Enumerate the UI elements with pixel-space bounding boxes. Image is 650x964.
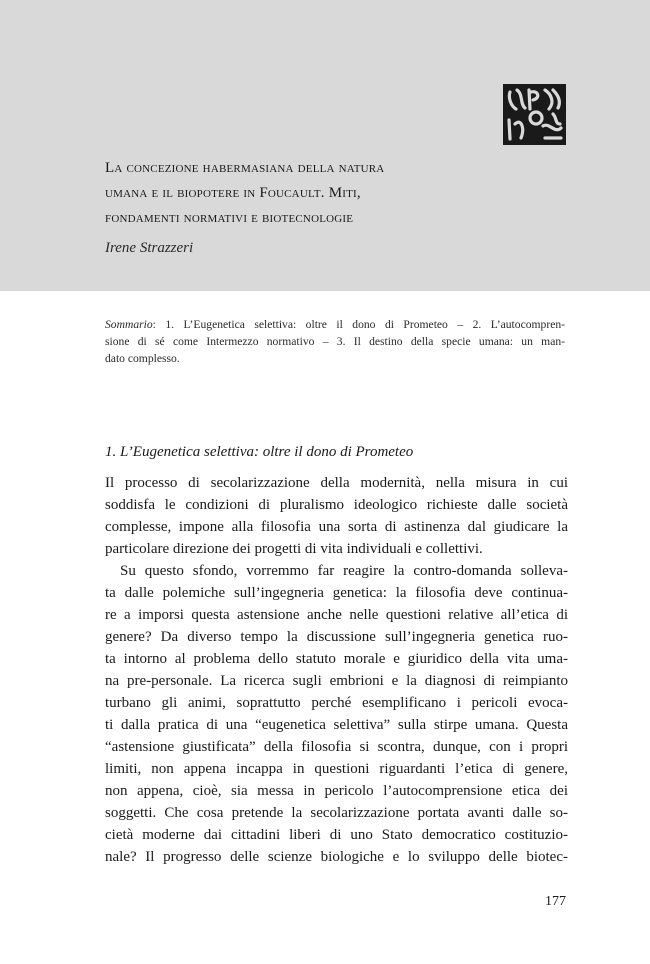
body-line: na pre-personale. La ricerca sugli embrioni e la diagnosi di reimpianto bbox=[105, 673, 568, 689]
body-line: Su questo sfondo, vorremmo far reagire la contro-domanda solleva- bbox=[120, 563, 568, 579]
title-line: fondamenti normativi e biotecnologie bbox=[105, 210, 354, 226]
title-line: La concezione habermasiana della natura bbox=[105, 160, 385, 176]
body-text bbox=[105, 472, 568, 868]
body-line: soddisfa le condizioni di pluralismo ideologico richieste dalle società bbox=[105, 497, 568, 513]
summary-line bbox=[105, 316, 565, 333]
article-title bbox=[105, 156, 575, 231]
body-line: soggetti. Che cosa pretende la secolarizzazione portata avanti dalle so- bbox=[105, 805, 568, 821]
section-heading: 1. L’Eugenetica selettiva: oltre il dono di Prometeo bbox=[105, 444, 414, 460]
body-line: “astensione giustificata” della filosofia si scontra, dunque, con i propri bbox=[105, 739, 568, 755]
summary-line: dato complesso. bbox=[105, 352, 180, 365]
body-line: Il processo di secolarizzazione della modernità, nella misura in cui bbox=[105, 475, 568, 491]
header-band bbox=[0, 0, 650, 291]
body-line: non appena, cioè, sia messa in pericolo l’autocomprensione etica dei bbox=[105, 783, 568, 799]
title-line: umana e il biopotere in Foucault. Miti, bbox=[105, 185, 361, 201]
author-name: Irene Strazzeri bbox=[105, 240, 194, 256]
body-line: ta dalle polemiche sull’ingegneria genetica: la filosofia deve continua- bbox=[105, 585, 568, 601]
summary-label: Sommario bbox=[105, 318, 153, 331]
summary-block bbox=[105, 316, 565, 367]
body-line: limiti, non appena incappa in questioni riguardanti l’etica di genere, bbox=[105, 761, 568, 777]
summary-line-text: : 1. L’Eugenetica selettiva: oltre il dono di Prometeo – 2. L’autocompren- bbox=[152, 318, 565, 331]
journal-logo-icon bbox=[503, 84, 566, 145]
body-line: nale? Il progresso delle scienze biologiche e lo sviluppo delle biotec- bbox=[105, 849, 568, 865]
body-line: complesse, impone alla filosofia una sorta di astinenza dal giudicare la bbox=[105, 519, 568, 535]
body-line: cietà moderne dai cittadini liberi di uno Stato democratico costituzio- bbox=[105, 827, 568, 843]
body-line: re a imporsi questa astensione anche nelle questioni relative all’etica di bbox=[105, 607, 568, 623]
body-line: ti dalla pratica di una “eugenetica selettiva” sulla stirpe umana. Questa bbox=[105, 717, 568, 733]
body-line: genere? Da diverso tempo la discussione sull’ingegneria genetica ruo- bbox=[105, 629, 568, 645]
page-number: 177 bbox=[545, 894, 566, 909]
body-line: particolare direzione dei progetti di vita individuali e collettivi. bbox=[105, 541, 483, 557]
summary-line: sione di sé come Intermezzo normativo – 3. Il destino della specie umana: un man- bbox=[105, 335, 565, 348]
body-line: turbano gli animi, soprattutto perché esemplificano i pericoli evoca- bbox=[105, 695, 568, 711]
body-line: ta intorno al problema dello statuto morale e giuridico della vita uma- bbox=[105, 651, 568, 667]
